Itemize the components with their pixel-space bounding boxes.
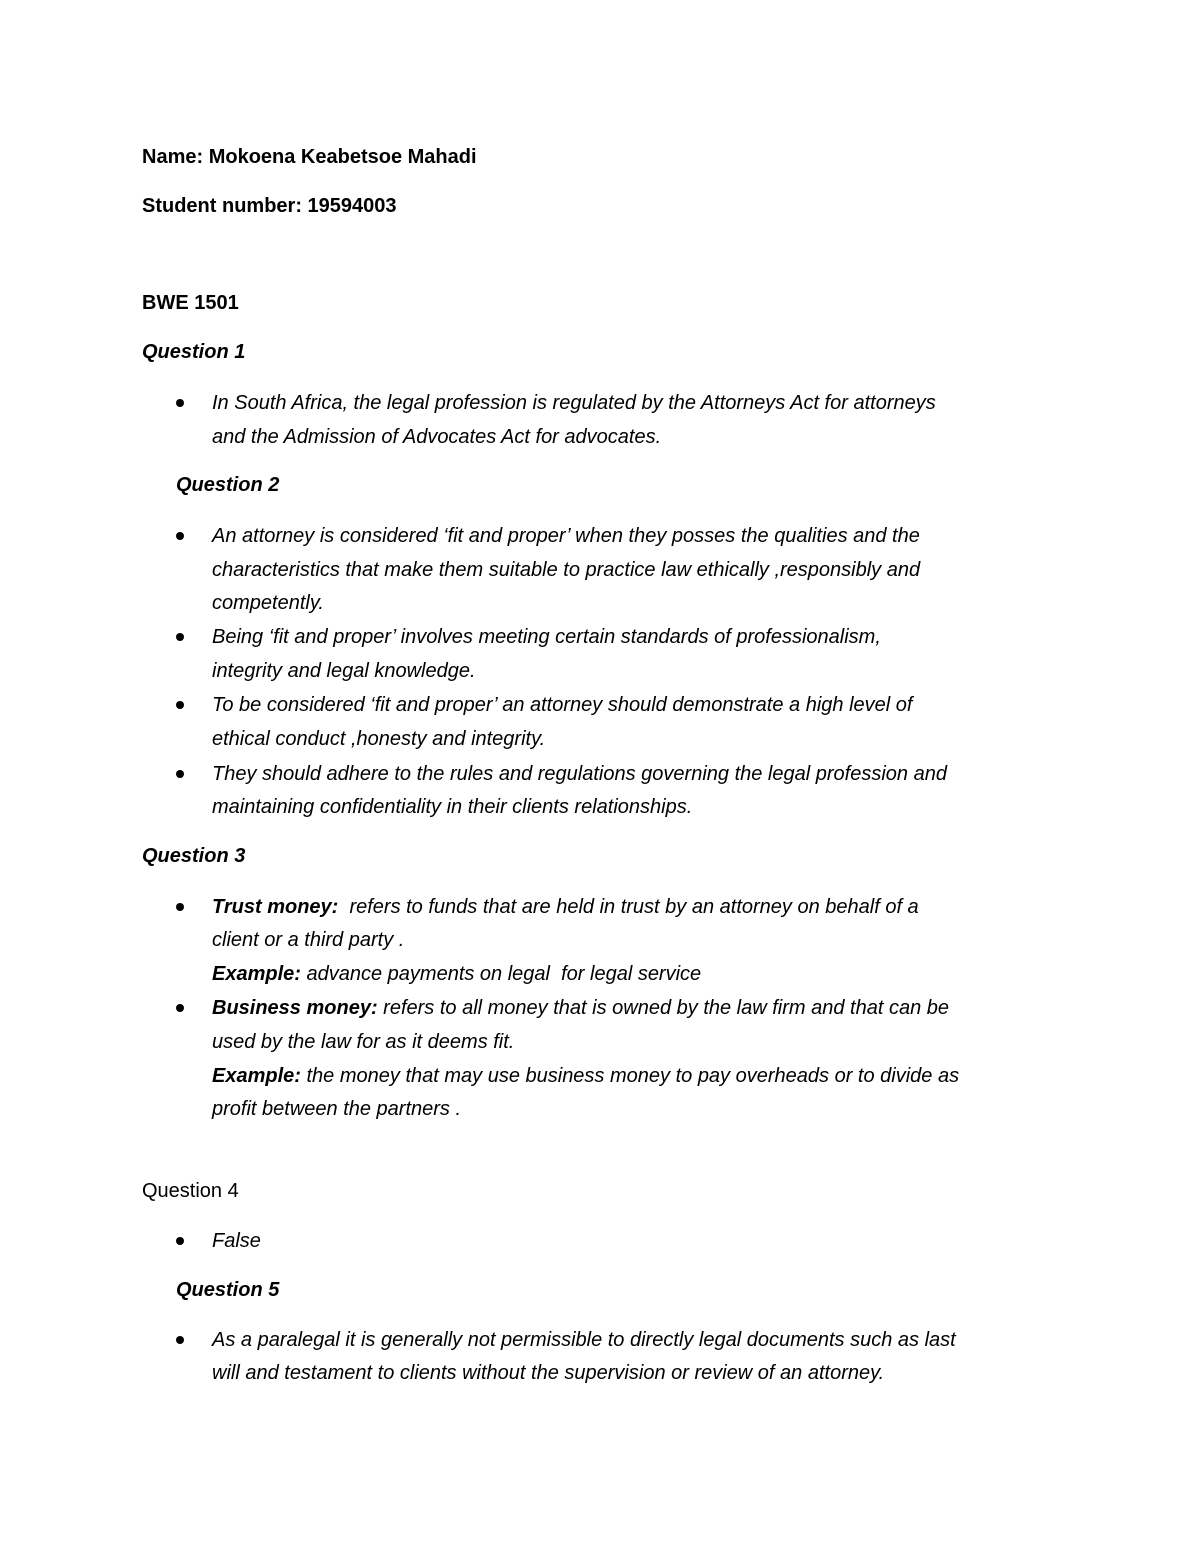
business-example-text: the money that may use business money to pay overheads or to divide as xyxy=(300,1065,960,1087)
question-5-heading: Question 5 xyxy=(176,1279,280,1301)
student-name: Name: Mokoena Keabetsoe Mahadi xyxy=(142,146,477,168)
business-money-term: Business money: xyxy=(212,997,378,1019)
q5-answer-line: As a paralegal it is generally not permissible to directly legal documents such as last xyxy=(212,1329,956,1351)
bullet-icon xyxy=(176,701,184,709)
course-code: BWE 1501 xyxy=(142,292,239,314)
trust-money-definition: refers to funds that are held in trust by an attorney on behalf of a xyxy=(338,896,919,918)
student-number: Student number: 19594003 xyxy=(142,195,397,217)
example-label: Example: xyxy=(212,1065,301,1087)
q2-answer-line: maintaining confidentiality in their clients relationships. xyxy=(212,796,693,818)
q2-answer-line: Being ‘fit and proper’ involves meeting certain standards of professionalism, xyxy=(212,626,881,648)
q2-answer-line: To be considered ‘fit and proper’ an attorney should demonstrate a high level of xyxy=(212,694,913,716)
question-1-heading: Question 1 xyxy=(142,341,246,363)
trust-example-text: advance payments on legal for legal service xyxy=(300,963,702,985)
bullet-icon xyxy=(176,903,184,911)
bullet-icon xyxy=(176,633,184,641)
trust-money-term: Trust money: xyxy=(212,896,339,918)
bullet-icon xyxy=(176,1004,184,1012)
q2-answer-line: competently. xyxy=(212,592,324,614)
q1-answer-line: In South Africa, the legal profession is regulated by the Attorneys Act for attorneys xyxy=(212,392,936,414)
q3-trust-example-line xyxy=(212,964,701,984)
bullet-icon xyxy=(176,1336,184,1344)
bullet-icon xyxy=(176,532,184,540)
bullet-icon xyxy=(176,1237,184,1245)
q3-answer-line: used by the law for as it deems fit. xyxy=(212,1031,515,1053)
question-4-heading: Question 4 xyxy=(142,1180,239,1202)
question-2-heading: Question 2 xyxy=(176,474,280,496)
q3-business-money-line xyxy=(212,998,949,1018)
bullet-icon xyxy=(176,399,184,407)
example-label: Example: xyxy=(212,963,301,985)
q3-business-example-line xyxy=(212,1066,959,1086)
q2-answer-line: An attorney is considered ‘fit and proper’ when they posses the qualities and the xyxy=(212,525,920,547)
q2-answer-line: They should adhere to the rules and regulations governing the legal profession and xyxy=(212,763,947,785)
q3-answer-line: profit between the partners . xyxy=(212,1098,462,1120)
business-money-definition: refers to all money that is owned by the law firm and that can be xyxy=(377,997,950,1019)
q2-answer-line: integrity and legal knowledge. xyxy=(212,660,476,682)
q3-trust-money-line xyxy=(212,897,919,917)
q5-answer-line: will and testament to clients without the supervision or review of an attorney. xyxy=(212,1362,885,1384)
q2-answer-line: characteristics that make them suitable to practice law ethically ,responsibly and xyxy=(212,559,921,581)
question-3-heading: Question 3 xyxy=(142,845,246,867)
q4-answer-line: False xyxy=(212,1230,261,1252)
q1-answer-line: and the Admission of Advocates Act for advocates. xyxy=(212,426,662,448)
q2-answer-line: ethical conduct ,honesty and integrity. xyxy=(212,728,546,750)
q3-answer-line: client or a third party . xyxy=(212,929,405,951)
bullet-icon xyxy=(176,770,184,778)
